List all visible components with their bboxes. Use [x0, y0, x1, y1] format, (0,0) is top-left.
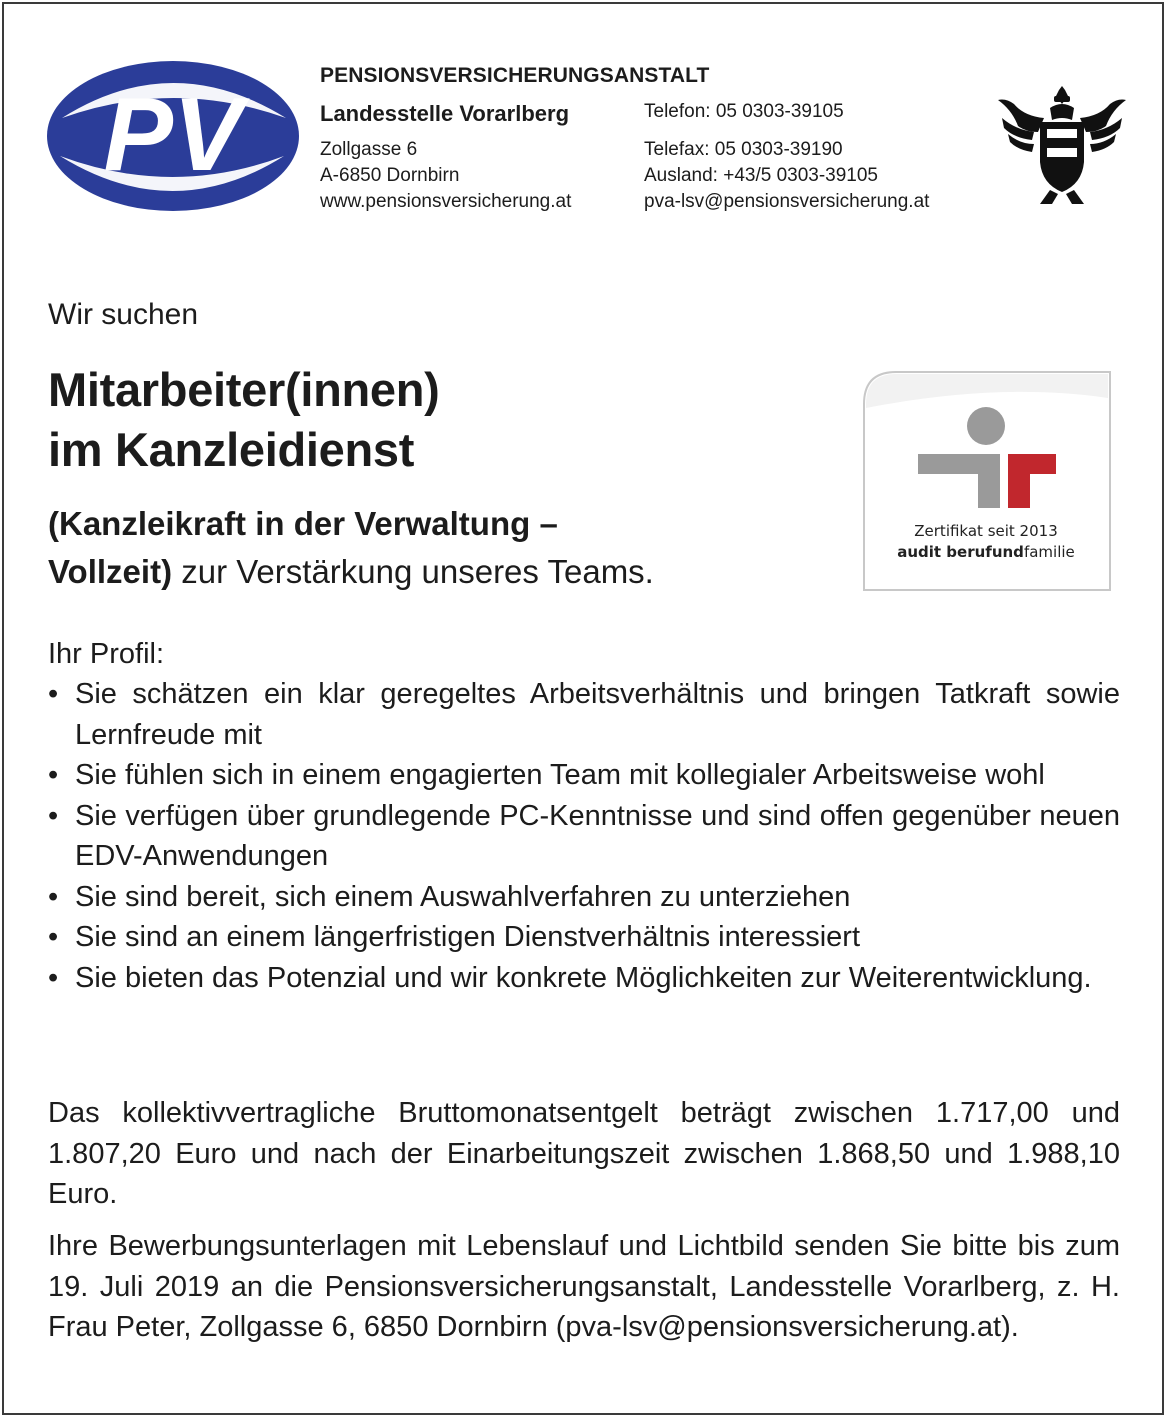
- fax: Telefax: 05 0303-39190: [644, 139, 843, 160]
- badge-line2-a: audit beruf: [897, 543, 992, 561]
- job-title-line2: im Kanzleidienst: [48, 423, 415, 476]
- job-title-line1: Mitarbeiter(innen): [48, 363, 440, 416]
- salary-paragraph: Das kollektivvertragliche Bruttomonatsentgelt beträgt zwischen 1.717,00 und 1.807,20 Euro und nach der Einarbeitungszeit zwischen 1.868,50 und 1.988,10 Euro.: [48, 1097, 1120, 1210]
- contact-block: [644, 137, 929, 215]
- website-link[interactable]: www.pensionsversicherung.at: [320, 191, 572, 212]
- profile-heading: Ihr Profil:: [48, 638, 165, 670]
- job-subtitle-bold: Vollzeit): [48, 553, 173, 590]
- job-subtitle-line1: (Kanzleikraft in der Verwaltung –: [48, 505, 558, 542]
- email-link[interactable]: pva-lsv@pensionsversicherung.at: [644, 191, 930, 212]
- job-subtitle-rest: zur Verstärkung unseres Teams.: [172, 553, 654, 590]
- address-block: [320, 137, 571, 215]
- pv-logo-icon: [44, 58, 302, 214]
- phone: Telefon: 05 0303-39105: [644, 101, 844, 122]
- list-item: • Sie fühlen sich in einem engagierten Team mit kollegialer Arbeitsweise wohl: [48, 755, 1120, 796]
- list-item: • Sie sind bereit, sich einem Auswahlverfahren zu unterziehen: [48, 877, 1120, 918]
- audit-certificate-badge: [860, 368, 1114, 592]
- job-subtitle: [48, 500, 654, 596]
- badge-line2: [897, 543, 1075, 561]
- badge-dot-icon: [967, 407, 1005, 445]
- phone-abroad: Ausland: +43/5 0303-39105: [644, 165, 879, 186]
- list-item: • Sie sind an einem längerfristigen Dienstverhältnis interessiert: [48, 917, 1120, 958]
- badge-line1: Zertifikat seit 2013: [914, 522, 1058, 540]
- profile-list: [48, 674, 1120, 998]
- address-city: A-6850 Dornbirn: [320, 165, 460, 186]
- job-title: [48, 360, 440, 480]
- badge-line2-b: und: [991, 543, 1024, 561]
- list-item: • Sie schätzen ein klar geregeltes Arbeitsverhältnis und bringen Tatkraft sowie Lernfreude mit: [48, 674, 1120, 755]
- badge-line2-c: familie: [1023, 543, 1075, 561]
- austrian-eagle-icon: [994, 78, 1130, 210]
- list-item: • Sie bieten das Potenzial und wir konkrete Möglichkeiten zur Weiterentwicklung.: [48, 958, 1120, 999]
- list-item: • Sie verfügen über grundlegende PC-Kenntnisse und sind offen gegenüber neuen EDV-Anwendungen: [48, 796, 1120, 877]
- org-name: PENSIONSVERSICHERUNGSANSTALT: [320, 64, 710, 87]
- address-street: Zollgasse 6: [320, 139, 418, 160]
- job-subtitle-line2: [48, 548, 654, 596]
- application-paragraph: Ihre Bewerbungsunterlagen mit Lebenslauf und Lichtbild senden Sie bitte bis zum 19. Juli 2019 an die Pensionsversicherungsanstalt, Landesstelle Vorarlberg, z. H. Frau Peter, Zollgasse 6, 6850 Dornbirn (pva-lsv@pensionsversicherung.at).: [48, 1230, 1120, 1343]
- office-name: Landesstelle Vorarlberg: [320, 101, 570, 126]
- intro-text: Wir suchen: [48, 298, 199, 331]
- pv-logo-text: PV: [103, 77, 243, 193]
